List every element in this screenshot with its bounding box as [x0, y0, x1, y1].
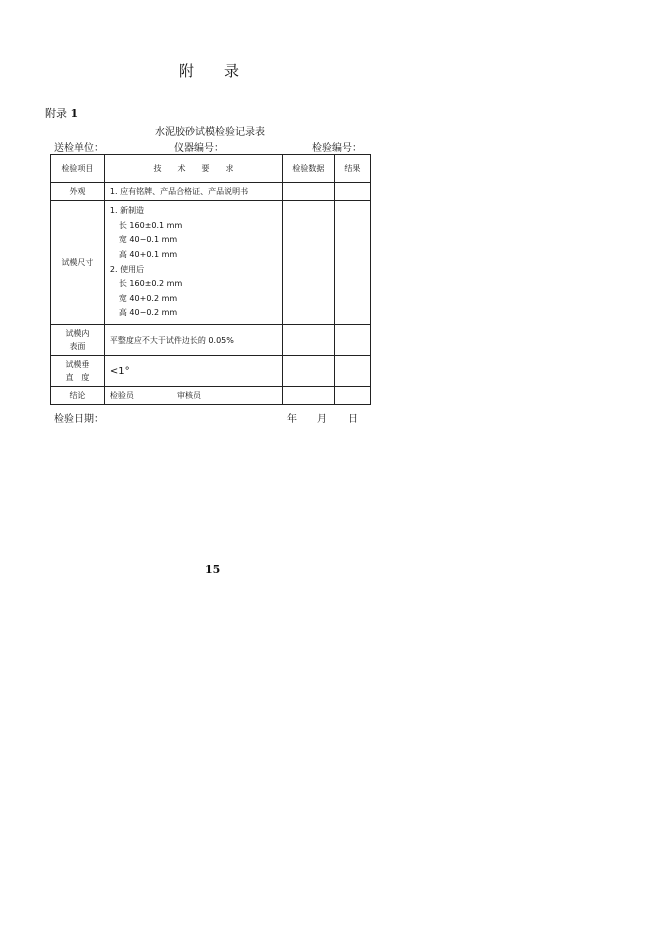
date-day: 日	[348, 414, 358, 425]
row-size-data	[283, 201, 335, 325]
table-header-row	[51, 155, 371, 183]
reviewer-label: 审核员	[176, 391, 201, 400]
page-heading: 附 录	[179, 62, 240, 80]
row-surface-data	[283, 325, 335, 356]
table-row-perpendicular	[51, 356, 371, 387]
perpendicular-item-line1: 试模垂	[65, 360, 90, 369]
row-appearance-data	[283, 183, 335, 201]
table-row-surface	[51, 325, 371, 356]
size-line-used-width: 宽 40+0.2 mm	[118, 293, 178, 303]
surface-item-line1: 试模内	[65, 329, 90, 338]
row-perpendicular-item	[51, 356, 105, 387]
row-perpendicular-requirement: <1°	[104, 356, 282, 387]
size-line-used-height: 高 40−0.2 mm	[118, 308, 178, 318]
date-year: 年	[287, 414, 297, 425]
inspection-no-label: 检验编号：	[312, 143, 362, 154]
inspector-label: 检验员	[109, 391, 134, 400]
row-size-result	[334, 201, 370, 325]
surface-item-line2: 表面	[69, 342, 86, 351]
row-conclusion-result	[334, 387, 370, 405]
page-number: 15	[205, 563, 221, 576]
header-requirements: 技 术 要 求	[104, 155, 282, 183]
appendix-label	[45, 105, 78, 121]
size-line-used-length: 长 160±0.2 mm	[118, 279, 183, 289]
size-line-used: 2. 使用后	[109, 264, 145, 274]
appendix-number: 1	[70, 107, 79, 120]
table-row-size	[51, 201, 371, 325]
header-result: 结果	[334, 155, 370, 183]
inspection-date-label: 检验日期：	[54, 414, 104, 425]
row-surface-item	[51, 325, 105, 356]
size-line-new-height: 高 40+0.1 mm	[118, 249, 178, 259]
row-conclusion-data	[283, 387, 335, 405]
row-appearance-item: 外观	[51, 183, 105, 201]
header-item: 检验项目	[51, 155, 105, 183]
table-row-conclusion	[51, 387, 371, 405]
row-surface-requirement: 平整度应不大于试件边长的 0.05%	[104, 325, 282, 356]
appendix-label-text: 附录	[45, 107, 67, 120]
unit-label: 送检单位：	[54, 143, 104, 154]
header-data: 检验数据	[283, 155, 335, 183]
row-conclusion-signatures	[104, 387, 282, 405]
form-title: 水泥胶砂试模检验记录表	[155, 127, 265, 138]
row-size-requirements	[104, 201, 282, 325]
size-line-new-width: 宽 40−0.1 mm	[118, 235, 178, 245]
size-line-new-length: 长 160±0.1 mm	[118, 220, 183, 230]
date-month: 月	[317, 414, 327, 425]
row-appearance-result	[334, 183, 370, 201]
row-appearance-requirement: 1. 应有铭牌、产品合格证、产品说明书	[104, 183, 282, 201]
row-size-item: 试模尺寸	[51, 201, 105, 325]
table-row-appearance	[51, 183, 371, 201]
instrument-label: 仪器编号：	[174, 143, 224, 154]
size-line-new: 1. 新制造	[109, 206, 145, 216]
perpendicular-item-line2: 直 度	[65, 373, 90, 382]
inspection-table	[50, 154, 371, 405]
row-surface-result	[334, 325, 370, 356]
row-conclusion-item: 结论	[51, 387, 105, 405]
row-perpendicular-data	[283, 356, 335, 387]
row-perpendicular-result	[334, 356, 370, 387]
